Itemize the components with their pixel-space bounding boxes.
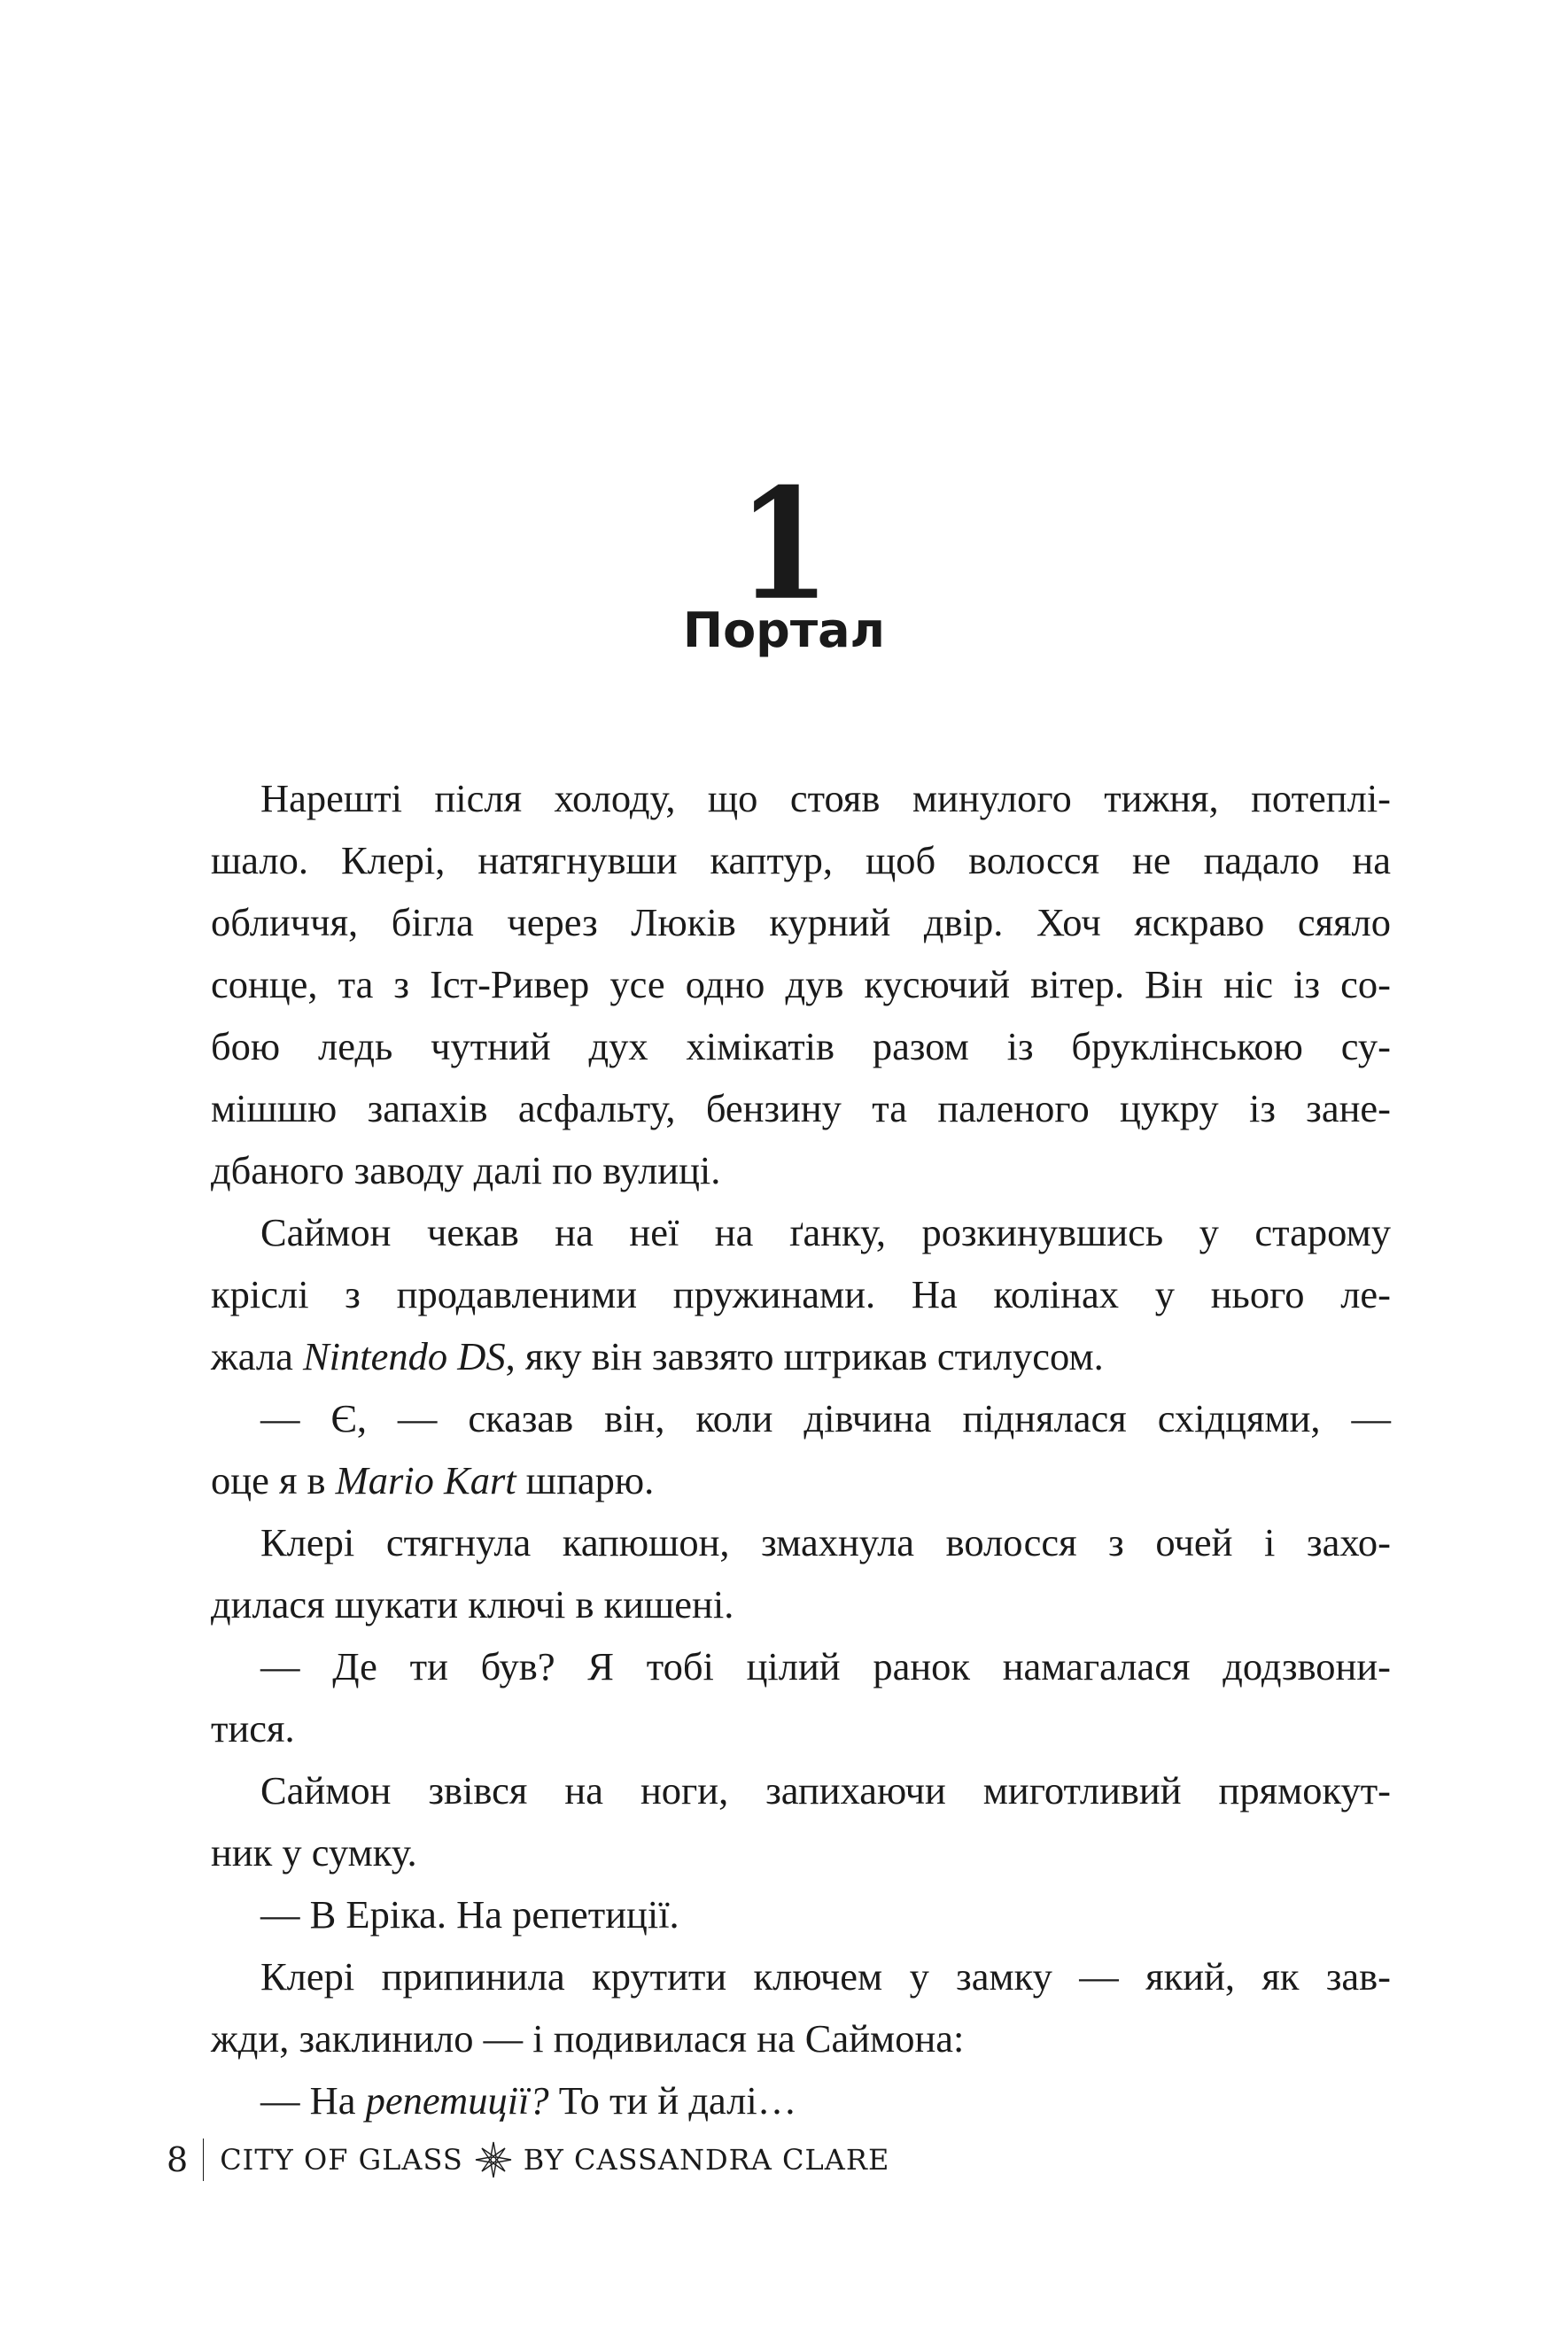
paragraph-8	[211, 1945, 1391, 2069]
text-line: — Де ти був? Я тобі цілий ранок намагалася додзвони-	[260, 1644, 1391, 1688]
text-line	[211, 2069, 1391, 2131]
text-line: обличчя, бігла через Люків курний двір. Хоч яскраво сяяло	[211, 900, 1391, 944]
paragraph-9	[211, 2069, 1391, 2131]
page-footer	[167, 2133, 889, 2186]
paragraph-2	[211, 1201, 1391, 1387]
text-segment: , яку він завзято штрикав стилусом.	[505, 1334, 1104, 1378]
italic-title: Mario Kart	[335, 1458, 516, 1502]
text-line: шало. Клері, натягнувши каптур, щоб волосся не падало на	[211, 838, 1391, 882]
text-line: — В Еріка. На репетиції.	[260, 1892, 679, 1937]
paragraph-6	[211, 1759, 1391, 1883]
text-segment: — На	[260, 2078, 366, 2123]
chapter-number: 1	[737, 454, 831, 635]
page-number: 8	[167, 2140, 190, 2179]
footer-divider	[203, 2139, 204, 2181]
text-line: ник у сумку.	[211, 1830, 417, 1875]
text-line: Клері стягнула капюшон, змахнула волосся з очей і захо-	[260, 1520, 1391, 1564]
text-line: Клері припинила крутити ключем у замку — який, як зав-	[260, 1954, 1391, 1999]
text-segment: оце я в	[211, 1458, 336, 1502]
text-line	[211, 1325, 1391, 1387]
paragraph-4	[211, 1511, 1391, 1635]
paragraph-3	[211, 1387, 1391, 1511]
text-line: дилася шукати ключі в кишені.	[211, 1582, 734, 1626]
compass-star-icon	[474, 2140, 513, 2179]
paragraph-5	[211, 1635, 1391, 1759]
text-line: — Є, — сказав він, коли дівчина піднялася східцями, —	[260, 1396, 1391, 1440]
text-line: кріслі з продавленими пружинами. На колінах у нього ле-	[211, 1272, 1391, 1316]
book-title: CITY OF GLASS	[220, 2143, 463, 2177]
paragraph-1	[211, 767, 1391, 1201]
text-segment: То ти й далі…	[548, 2078, 797, 2123]
text-line: бою ледь чутний дух хімікатів разом із бруклінською су-	[211, 1024, 1391, 1068]
text-line: Саймон чекав на неї на ґанку, розкинувшись у старому	[260, 1210, 1391, 1254]
text-line: жди, заклинило — і подивилася на Саймона:	[211, 2016, 965, 2061]
author-name: BY CASSANDRA CLARE	[523, 2143, 890, 2177]
body-text	[211, 767, 1391, 2131]
text-line: тися.	[211, 1706, 295, 1750]
italic-word: репетиції?	[365, 2078, 549, 2123]
text-line: дбаного заводу далі по вулиці.	[211, 1148, 721, 1192]
text-line: Нарешті після холоду, що стояв минулого тижня, потеплі-	[260, 776, 1391, 820]
text-line: мішшю запахів асфальту, бензину та паленого цукру із зане-	[211, 1086, 1391, 1130]
text-segment: жала	[211, 1334, 303, 1378]
paragraph-7	[211, 1883, 1391, 1945]
text-line: Саймон звівся на ноги, запихаючи миготливий прямокут-	[260, 1768, 1391, 1813]
text-line	[211, 1449, 1391, 1511]
italic-title: Nintendo DS	[302, 1334, 506, 1378]
text-line: сонце, та з Іст-Ривер усе одно дув кусючий вітер. Він ніс із со-	[211, 962, 1391, 1006]
text-segment: шпарю.	[516, 1458, 655, 1502]
chapter-title: Портал	[682, 602, 886, 658]
